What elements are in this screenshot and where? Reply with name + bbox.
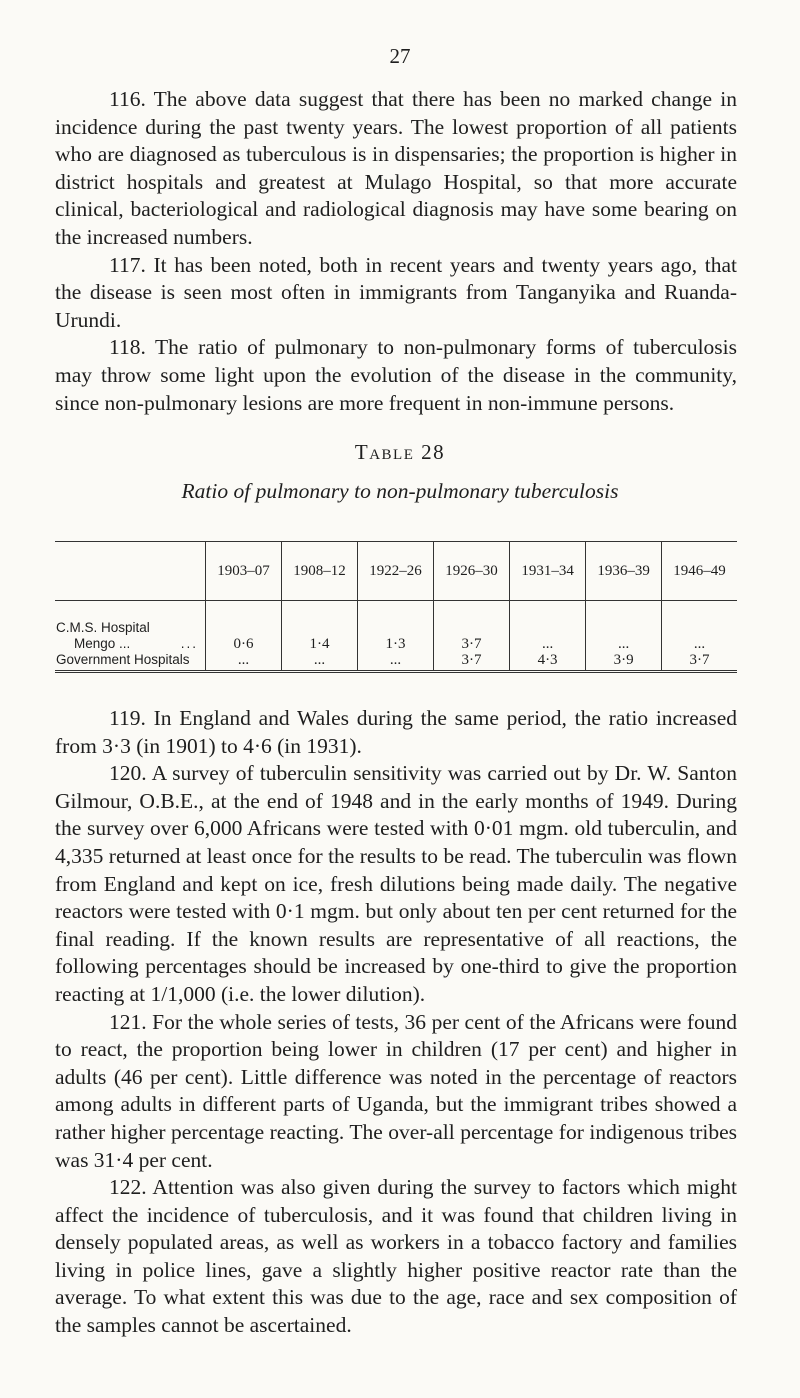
paragraph-122: 122. Attention was also given during the survey to factors which might affect the incidence of tuberculosis, and it was found that children living in densely populated areas, as well as workers in a tobacco factory and families living in police lines, gave a slightly higher positive reactor rate than the average. To what extent this was due to the age, race and sex composition of the samples cannot be ascertained. [55,1175,737,1338]
table-title: Table 28 [354,440,446,464]
gov-value: 3·7 [689,652,710,668]
paragraph-118: 118. The ratio of pulmonary to non-pulmonary forms of tuberculosis may throw some light upon the evolution of the disease in the community, since non-pulmonary lesions are more frequent in non-immune persons. [55,335,737,415]
gov-value: 3·7 [461,652,482,668]
gov-value: ... [389,652,402,668]
paragraph-121: 121. For the whole series of tests, 36 per cent of the Africans were found to react, the proportion being lower in children (17 per cent) and higher in adults (46 per cent). Little difference was noted in the percentage of reactors among adults in different parts of Uganda, but the immigrant tribes showed a rather higher percentage reacting. The over-all percentage for indigenous tribes was 31·4 per cent. [55,1009,737,1172]
table-cell [662,601,737,672]
text-block-bottom [55,705,737,1340]
column-header: 1926–30 [434,542,510,601]
gov-value: 3·9 [613,652,634,668]
column-header: 1936–39 [586,542,662,601]
gov-value: 4·3 [537,652,558,668]
column-header: 1922–26 [358,542,434,601]
table-cell [358,601,434,672]
cms-value: ... [541,636,554,652]
cms-value: 1·3 [385,636,406,652]
table-cell [510,601,586,672]
header-blank [55,542,206,601]
ratio-table [55,541,737,673]
table-subtitle: Ratio of pulmonary to non-pulmonary tuberculosis [181,479,619,503]
table-cell [586,601,662,672]
row-label-government: Government Hospitals [56,652,190,667]
table-cell [434,601,510,672]
column-header: 1931–34 [510,542,586,601]
cms-value: ... [617,636,630,652]
table-28 [55,541,737,673]
cms-value: 1·4 [309,636,330,652]
column-header: 1908–12 [282,542,358,601]
paragraph-116: 116. The above data suggest that there has been no marked change in incidence during the past twenty years. The lowest proportion of all patients who are diagnosed as tuberculous is in dispensaries; the proportion is higher in district hospitals and greatest at Mulago Hospital, so that more accurate clinical, bacteriological and radiological diagnosis may have some bearing on the increased numbers. [55,87,737,249]
cms-value: 3·7 [461,636,482,652]
table-cell [282,601,358,672]
row-labels [55,601,206,672]
paragraph-117: 117. It has been noted, both in recent years and twenty years ago, that the disease is seen most often in immigrants from Tanganyika and Ruanda-Urundi. [55,252,737,332]
cms-value: ... [693,636,706,652]
row-label-cms-line1: C.M.S. Hospital [56,620,150,635]
gov-value: ... [313,652,326,668]
paragraph-119: 119. In England and Wales during the same period, the ratio increased from 3·3 (in 1901) to 4·6 (in 1931). [55,706,737,758]
paragraph-120: 120. A survey of tuberculin sensitivity was carried out by Dr. W. Santon Gilmour, O.B.E., at the end of 1948 and in the early months of 1949. During the survey over 6,000 Africans were tested with 0·01 mgm. old tuberculin, and 4,335 returned at least once for the results to be read. The tuberculin was flown from England and kept on ice, fresh dilutions being made daily. The negative reactors were tested with 0·1 mgm. but only about ten per cent returned for the final reading. If the known results are representative of all reactions, the following percentages should be increased by one-third to give the proportion reacting at 1/1,000 (i.e. the lower dilution). [55,761,737,1006]
row-label-cms-line2: Mengo ... ... [74,636,198,651]
page-number: 27 [389,44,411,68]
column-header: 1903–07 [206,542,282,601]
gov-value: ... [237,652,250,668]
column-header: 1946–49 [662,542,737,601]
table-cell [206,601,282,672]
cms-value: 0·6 [233,636,254,652]
text-block-top [55,86,737,417]
table-header-row [55,542,737,601]
table-row [55,601,737,672]
